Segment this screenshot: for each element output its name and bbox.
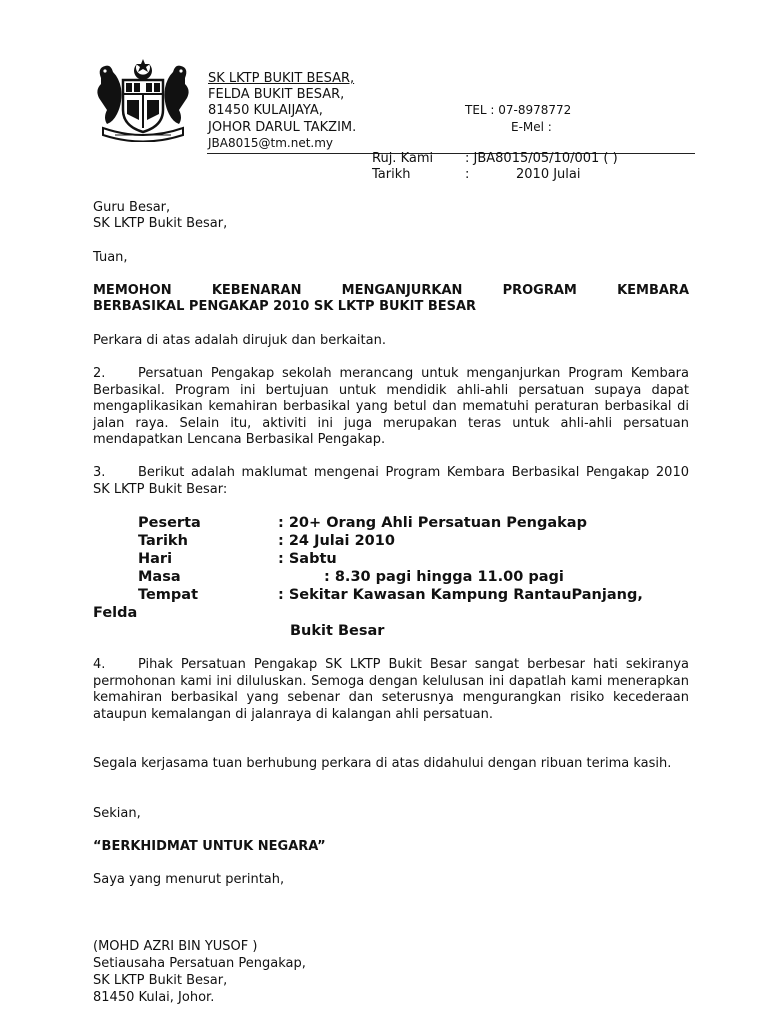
paragraph-2-number: 2. — [93, 366, 106, 381]
peserta-label: Peserta — [138, 515, 201, 531]
recipient-line-1: Guru Besar, — [93, 200, 171, 215]
paragraph-3-text: Berikut adalah maklumat mengenai Program Kembara Berbasikal Pengakap 2010 SK LKTP Bukit Besar: — [93, 465, 689, 497]
address-line-1: FELDA BUKIT BESAR, — [208, 87, 345, 102]
tempat-value: : Sekitar Kawasan Kampung RantauPanjang, — [278, 587, 643, 603]
address-line-3: JOHOR DARUL TAKZIM. — [208, 120, 357, 135]
salutation: Tuan, — [93, 250, 128, 265]
malaysia-coat-of-arms-icon — [93, 58, 193, 142]
hari-label: Hari — [138, 551, 173, 567]
paragraph-3-number: 3. — [93, 465, 106, 480]
date-colon: : — [465, 167, 470, 182]
saya-menurut-perintah: Saya yang menurut perintah, — [93, 872, 285, 887]
sekian: Sekian, — [93, 806, 141, 821]
address-line-2: 81450 KULAIJAYA, — [208, 103, 323, 118]
tempat-wrap: Felda — [93, 605, 138, 621]
signatory-name: (MOHD AZRI BIN YUSOF ) — [93, 939, 258, 954]
closing-paragraph: Segala kerjasama tuan berhubung perkara di atas didahului dengan ribuan terima kasih. — [93, 756, 672, 771]
signatory-address: 81450 Kulai, Johor. — [93, 990, 215, 1005]
hari-value: : Sabtu — [278, 551, 337, 567]
paragraph-4-number: 4. — [93, 657, 106, 672]
date-value: 2010 Julai — [516, 167, 581, 182]
email-label: E-Mel : — [511, 120, 552, 134]
email-address: JBA8015@tm.net.my — [208, 136, 334, 150]
tarikh-label: Tarikh — [138, 533, 188, 549]
recipient-line-2: SK LKTP Bukit Besar, — [93, 216, 228, 231]
tempat-line-2: Bukit Besar — [290, 623, 385, 639]
ruj-label: Ruj. Kami — [372, 151, 434, 166]
masa-label: Masa — [138, 569, 181, 585]
subject-line-2: BERBASIKAL PENGAKAP 2010 SK LKTP BUKIT BESAR — [93, 299, 477, 314]
paragraph-3 — [93, 465, 689, 498]
ruj-value: : JBA8015/05/10/001 ( ) — [465, 151, 618, 166]
letterhead-divider — [207, 153, 695, 154]
subject-line-1: MEMOHON KEBENARAN MENGANJURKAN PROGRAM KEMBARA — [93, 283, 689, 298]
paragraph-2-text: Persatuan Pengakap sekolah merancang untuk menganjurkan Program Kembara Berbasikal. Program ini bertujuan untuk mendidik ahli-ahli persatuan supaya dapat mengaplikasikan kemahiran berbasikal yang betul dan mematuhi peraturan berbasikal di jalan raya. Selain itu, aktiviti ini juga merupakan teras untuk ahli-ahli persatuan mendapatkan Lencana Berbasikal Pengakap. — [93, 366, 689, 447]
paragraph-4 — [93, 657, 689, 723]
tempat-label: Tempat — [138, 587, 199, 603]
school-name: SK LKTP BUKIT BESAR, — [208, 71, 355, 86]
intro-text: Perkara di atas adalah dirujuk dan berkaitan. — [93, 333, 386, 348]
telephone: TEL : 07-8978772 — [465, 103, 572, 117]
signatory-school: SK LKTP Bukit Besar, — [93, 973, 228, 988]
paragraph-2 — [93, 366, 689, 449]
date-label: Tarikh — [372, 167, 411, 182]
tarikh-value: : 24 Julai 2010 — [278, 533, 395, 549]
paragraph-4-text: Pihak Persatuan Pengakap SK LKTP Bukit Besar sangat berbesar hati sekiranya permohonan kami ini diluluskan. Semoga dengan kelulusan ini dapatlah kami menerapkan kemahiran berbasikal yang sebenar dan seterusnya mengurangkan risiko kecederaan ataupun kemalangan di jalanraya di kalangan ahli persatuan. — [93, 657, 689, 722]
motto: “BERKHIDMAT UNTUK NEGARA” — [93, 839, 326, 854]
masa-value: : 8.30 pagi hingga 11.00 pagi — [324, 569, 564, 585]
peserta-value: : 20+ Orang Ahli Persatuan Pengakap — [278, 515, 587, 531]
signatory-title: Setiausaha Persatuan Pengakap, — [93, 956, 306, 971]
